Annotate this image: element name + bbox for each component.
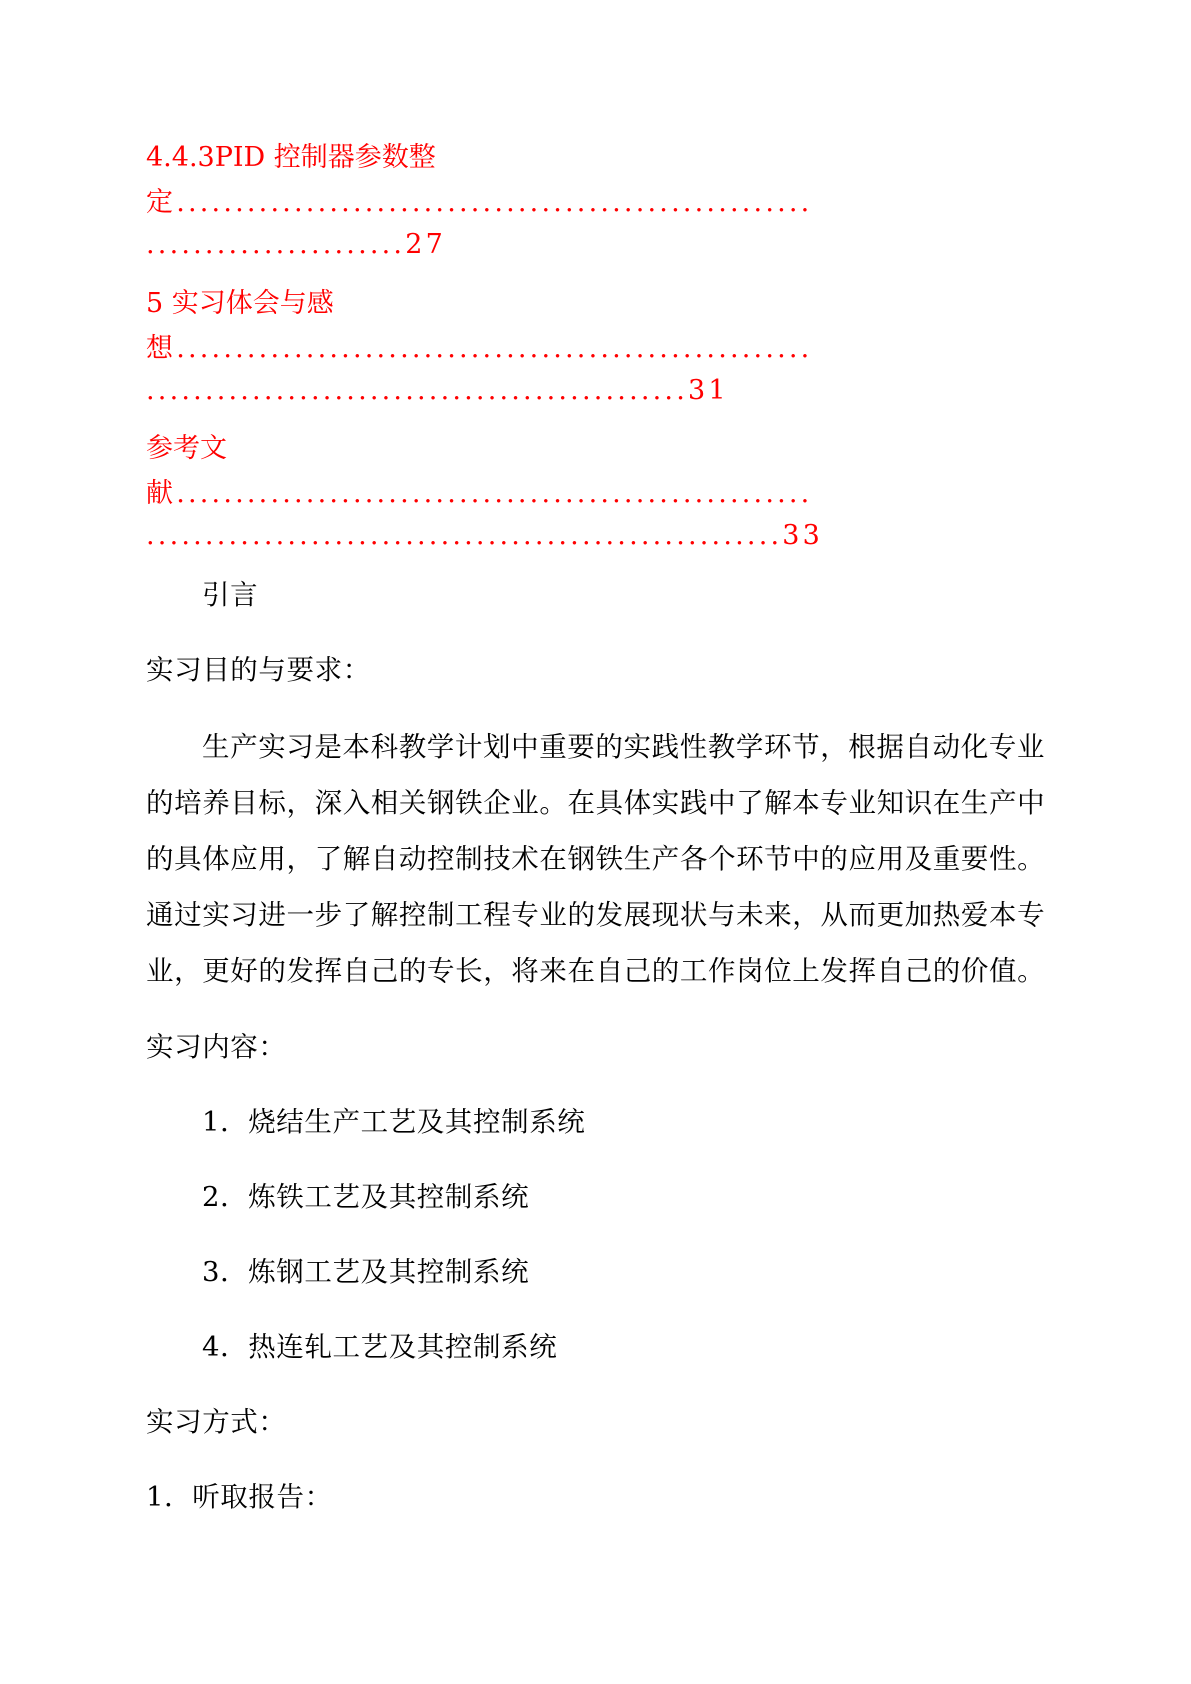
purpose-paragraph-line: 的培养目标，深入相关钢铁企业。在具体实践中了解本专业知识在生产中 (146, 787, 1046, 819)
toc-entry-title[interactable]: 参考文 (146, 433, 227, 464)
toc-entry-leader[interactable]: 想...................................................... (146, 333, 813, 364)
method-heading: 实习方式： (146, 1406, 287, 1438)
toc-entry-page[interactable]: ......................27 (146, 229, 446, 260)
content-list-item: 2．炼铁工艺及其控制系统 (202, 1181, 530, 1213)
toc-entry-leader[interactable]: 献...................................................... (146, 478, 813, 509)
content-heading: 实习内容： (146, 1031, 287, 1063)
purpose-paragraph-line: 通过实习进一步了解控制工程专业的发展现状与未来，从而更加热爱本专 (146, 899, 1046, 931)
toc-entry-page[interactable]: ......................................................33 (146, 520, 824, 551)
section-heading-intro: 引言 (202, 579, 259, 611)
toc-entry-leader[interactable]: 定...................................................... (146, 187, 813, 218)
toc-entry-title[interactable]: 4.4.3PID 控制器参数整 (146, 142, 436, 173)
content-list-item: 4．热连轧工艺及其控制系统 (202, 1331, 558, 1363)
method-list-item: 1．听取报告： (146, 1481, 333, 1513)
content-list-item: 1．烧结生产工艺及其控制系统 (202, 1106, 586, 1138)
purpose-paragraph-line: 业，更好的发挥自己的专长，将来在自己的工作岗位上发挥自己的价值。 (146, 955, 1046, 987)
toc-entry-title[interactable]: 5 实习体会与感 (146, 288, 334, 319)
content-list-item: 3．炼钢工艺及其控制系统 (202, 1256, 530, 1288)
purpose-heading: 实习目的与要求： (146, 654, 371, 686)
toc-entry-page[interactable]: ..............................................31 (146, 375, 729, 406)
purpose-paragraph-line: 的具体应用，了解自动控制技术在钢铁生产各个环节中的应用及重要性。 (146, 843, 1046, 875)
purpose-paragraph-line: 生产实习是本科教学计划中重要的实践性教学环节，根据自动化专业 (202, 731, 1045, 763)
